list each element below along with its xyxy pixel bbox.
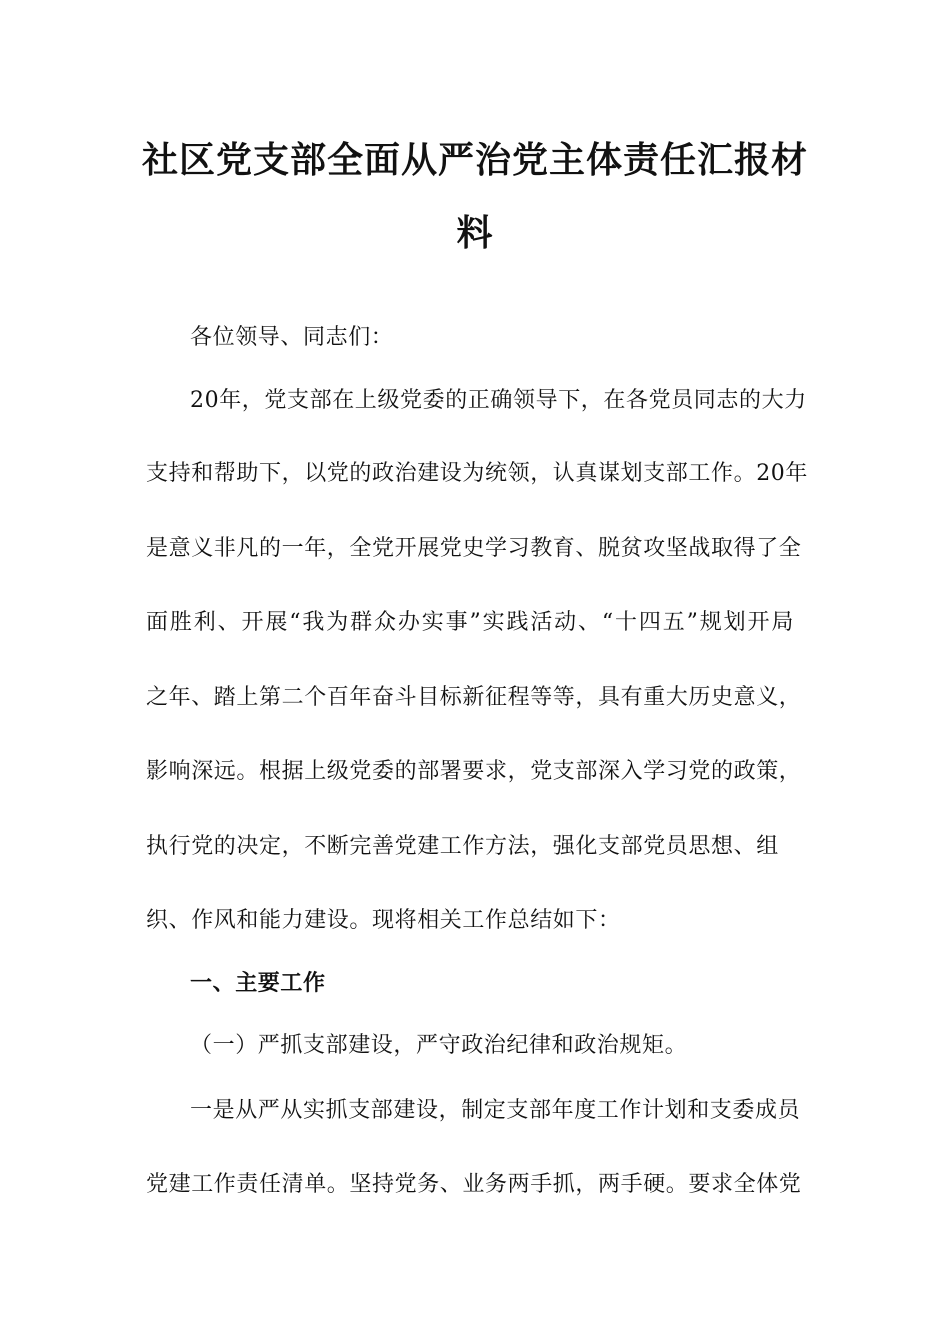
paragraph1-line-1: 20年，党支部在上级党委的正确领导下，在各党员同志的大力	[190, 388, 807, 413]
subsection-heading-1: （一）严抓支部建设，严守政治纪律和政治规矩。	[190, 1033, 688, 1058]
section-heading-main-work: 一、主要工作	[190, 970, 326, 996]
paragraph1-line-7: 执行党的决定，不断完善党建工作方法，强化支部党员思想、组	[146, 834, 779, 859]
paragraph1-line-5: 之年、踏上第二个百年奋斗目标新征程等等，具有重大历史意义，	[146, 685, 802, 710]
document-title-line-2: 料	[456, 212, 494, 254]
salutation: 各位领导、同志们：	[190, 325, 394, 350]
paragraph2-line-1: 一是从严从实抓支部建设，制定支部年度工作计划和支委成员	[190, 1098, 801, 1123]
document-title-line-1: 社区党支部全面从严治党主体责任汇报材	[141, 139, 808, 181]
paragraph1-line-8: 织、作风和能力建设。现将相关工作总结如下：	[146, 908, 621, 933]
paragraph1-line-3: 是意义非凡的一年，全党开展党史学习教育、脱贫攻坚战取得了全	[146, 536, 802, 561]
paragraph2-line-2: 党建工作责任清单。坚持党务、业务两手抓，两手硬。要求全体党	[146, 1172, 802, 1197]
paragraph1-line-2: 支持和帮助下，以党的政治建设为统领，认真谋划支部工作。20年	[146, 461, 808, 486]
paragraph1-line-6: 影响深远。根据上级党委的部署要求，党支部深入学习党的政策，	[146, 759, 802, 784]
paragraph1-line-4: 面胜利、开展“我为群众办实事”实践活动、“十四五”规划开局	[146, 610, 794, 635]
